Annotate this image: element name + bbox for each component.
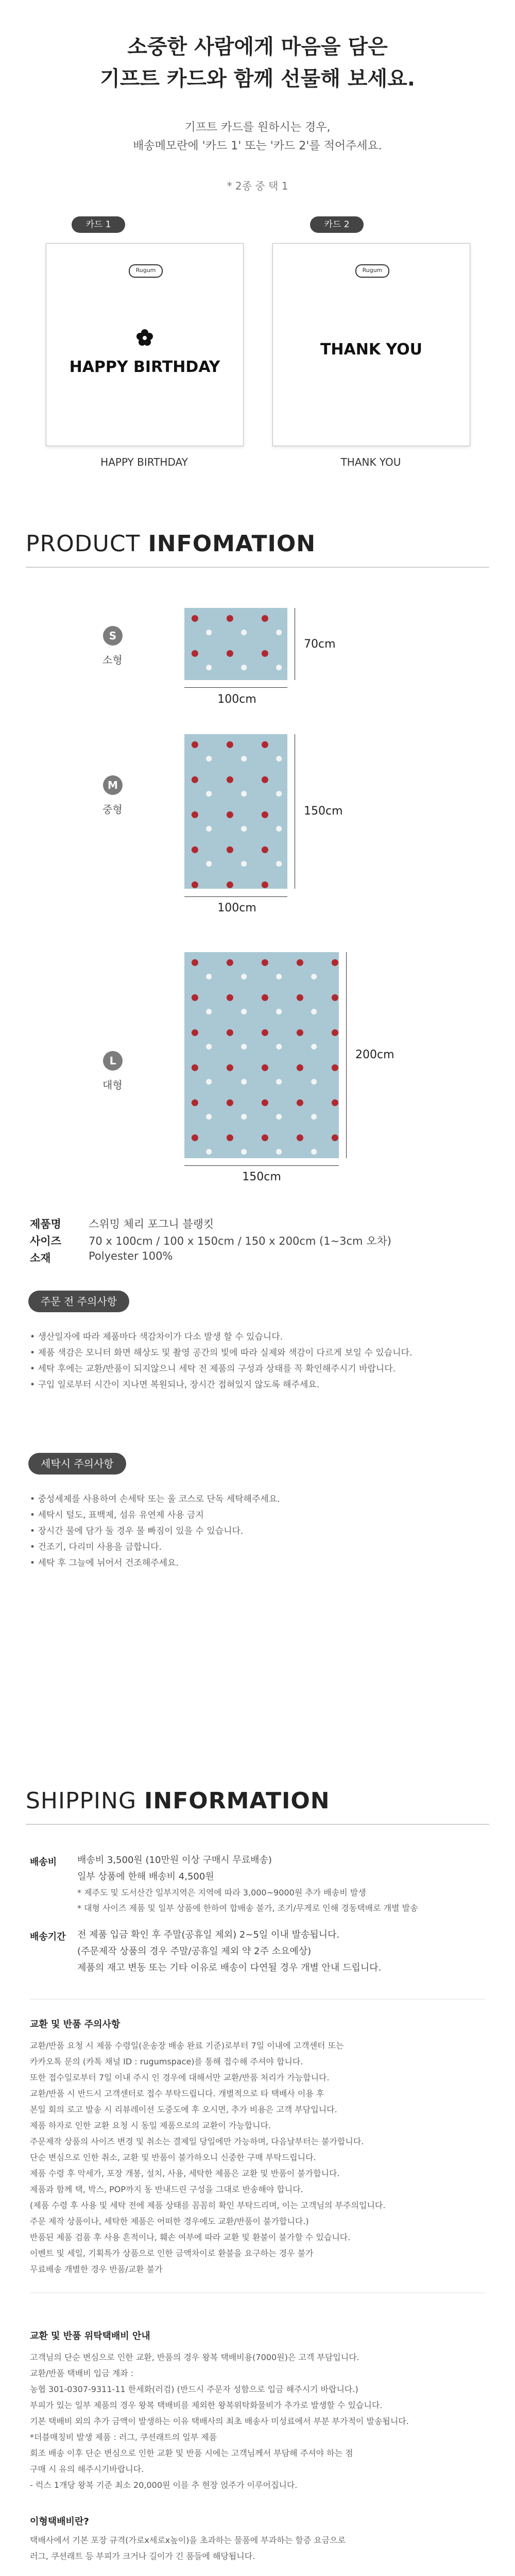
period-line: (주문제작 상품의 경우 주말/공휴일 제외 약 2주 소요예상) <box>77 1946 312 1957</box>
card-2-logo: Rugum <box>355 264 389 278</box>
list-item: *더블매칭비 발생 제품 : 러그, 쿠션래트의 일부 제품 <box>30 2432 217 2442</box>
list-item: 주문제작 상품의 사이즈 변경 및 취소는 결제일 당일에만 가능하며, 다음날부터는 불가합니다. <box>30 2137 364 2146</box>
fee-line: * 제주도 및 도서산간 일부지역은 지역에 따라 3,000~9000원 추가 배송비 발생 <box>77 1888 366 1897</box>
product-heading-light: PRODUCT <box>26 531 141 557</box>
product-info-heading <box>26 531 316 557</box>
width-line-l <box>184 1165 339 1166</box>
exchange-list <box>30 2038 385 2277</box>
spec-key-name: 제품명 <box>30 1218 61 1230</box>
list-item: 러그, 쿠션래트 등 부피가 크거나 길이가 긴 품들에 해당됩니다. <box>30 2551 255 2561</box>
spec-value-size: 70 x 100cm / 100 x 150cm / 150 x 200cm (1~3cm 오차) <box>89 1235 391 1247</box>
shipping-heading-bold: INFORMATION <box>144 1788 330 1814</box>
size-s-height: 70cm <box>304 638 336 651</box>
list-item: 교환/반품 택배비 입금 계좌 : <box>30 2368 134 2378</box>
list-item: 무료배송 개별한 경우 반품/교환 불가 <box>30 2264 163 2274</box>
size-l-width: 150cm <box>242 1171 281 1183</box>
list-item: 단순 변심으로 인한 취소, 교환 및 반품이 불가하오니 신중한 구매 부탁드립니다. <box>30 2153 316 2162</box>
fee-key: 배송비 <box>30 1857 57 1868</box>
fee-line: 배송비 3,500원 (10만원 이상 구매시 무료배송) <box>77 1855 272 1866</box>
card-1-caption: HAPPY BIRTHDAY <box>100 456 188 468</box>
list-item: 기본 택배비 외의 추가 금액이 발생하는 이유 택배사의 최초 배송사 미성료에서 부분 부가적이 발송됩니다. <box>30 2416 409 2426</box>
gift-subtext <box>0 118 515 156</box>
card-choice-note: * 2종 중 택 1 <box>227 180 288 192</box>
spec-key-size: 사이즈 <box>30 1235 61 1247</box>
spec-value-name: 스위밍 체리 포그니 블랭킷 <box>89 1218 214 1230</box>
wash-caution-list <box>30 1492 280 1571</box>
list-item: 주문 제작 상품이나, 세탁한 제품은 어떠한 경우에도 교환/반품이 불가합니다.) <box>30 2216 309 2226</box>
height-line-l <box>346 952 347 1158</box>
blanket-medium-image <box>184 734 287 889</box>
list-item: 고객님의 단순 변심으로 인한 교환, 반품의 경우 왕복 택배비용(7000원)은 고객 부담입니다. <box>30 2352 359 2362</box>
blanket-small-image <box>184 608 287 680</box>
period-line: 전 제품 입금 확인 후 주말(공휴일 제외) 2~5일 이내 발송됩니다. <box>77 1929 340 1940</box>
card-2-title: THANK YOU <box>320 341 423 359</box>
card-1-pill: 카드 1 <box>72 216 125 233</box>
list-item: • 중성세제를 사용하여 손세탁 또는 울 코스로 단독 세탁해주세요. <box>30 1492 280 1507</box>
shipping-info-heading <box>26 1788 330 1814</box>
period-key: 배송기간 <box>30 1931 66 1942</box>
list-item: 이벤트 및 세일, 기획특가 상품으로 인한 금액차이로 환불을 요구하는 경우 불가 <box>30 2248 314 2258</box>
cost-title: 교환 및 반품 위탁택배비 안내 <box>30 2331 150 2342</box>
size-m-icon: M <box>103 775 123 795</box>
fee-line: 일부 상품에 한해 배송비 4,500원 <box>77 1871 214 1882</box>
order-caution-list <box>30 1329 412 1393</box>
gift-sub-line-1: 기프트 카드를 원하시는 경우, <box>184 121 331 134</box>
gift-headline <box>0 31 515 95</box>
size-m-label: 중형 <box>102 803 123 816</box>
product-heading-bold: INFOMATION <box>148 531 316 557</box>
size-s-icon: S <box>103 626 123 646</box>
list-item: - 럭스 1개당 왕복 기준 최소 20,000원 이를 추 현장 얹주가 이루어집니다. <box>30 2480 298 2490</box>
size-s-label: 소형 <box>102 654 123 666</box>
list-item: 카카오톡 문의 (카톡 채널 ID : rugumspace)를 통해 접수해 주셔야 합니다. <box>30 2057 303 2066</box>
size-s-width: 100cm <box>217 693 256 706</box>
cost-list <box>30 2349 409 2493</box>
list-item: (제품 수령 후 사용 및 세탁 전에 제품 상태를 꼼꼼히 확인 부탁드리며, 이는 고객님의 부주의입니다. <box>30 2200 386 2210</box>
card-2-pill: 카드 2 <box>310 216 364 233</box>
blanket-large-image <box>184 952 339 1158</box>
size-l-height: 200cm <box>355 1048 394 1061</box>
shipping-heading-light: SHIPPING <box>26 1788 137 1814</box>
list-item: 제품 하자로 인한 교환 요청 시 동일 제품으로의 교환이 가능합니다. <box>30 2121 271 2130</box>
list-item: 부피가 있는 일부 제품의 경우 왕복 택배비를 제외한 왕복위탁화물비가 추가로 발생할 수 있습니다. <box>30 2400 383 2410</box>
wash-caution-tag: 세탁시 주의사항 <box>28 1453 126 1475</box>
size-l-icon: L <box>103 1051 123 1071</box>
list-item: 교환/반품 시 반드시 고객센터로 접수 부탁드립니다. 개별적으로 타 택배사 이용 후 <box>30 2089 324 2098</box>
list-item: • 세탁 후 그늘에 뉘어서 건조해주세요. <box>30 1555 280 1571</box>
oversize-title: 이형택배비란? <box>30 2516 89 2527</box>
list-item: 반품된 제품 검품 후 사용 흔적이나, 훼손 여부에 따라 교환 및 환불이 불가할 수 있습니다. <box>30 2232 351 2242</box>
list-item: • 생산일자에 따라 제품마다 색감차이가 다소 발생 할 수 있습니다. <box>30 1329 412 1345</box>
gift-headline-line-1: 소중한 사람에게 마음을 담은 <box>127 35 388 59</box>
width-line-s <box>184 687 287 688</box>
list-item: 본일 회의 로고 발송 시 리뷰레이션 도중도에 후 오시면, 추가 비용은 고객 부담입니다. <box>30 2105 337 2114</box>
card-1-logo: Rugum <box>129 264 163 278</box>
card-1-title: HAPPY BIRTHDAY <box>69 358 220 376</box>
gift-card-2[interactable] <box>272 243 470 446</box>
oversize-list <box>30 2532 346 2564</box>
size-m-width: 100cm <box>217 902 256 914</box>
list-item: 또한 접수일로부터 7일 이내 주시 인 경우에 대해서만 교환/반품 처리가 가능합니다. <box>30 2073 330 2082</box>
product-divider <box>26 567 489 568</box>
exchange-title: 교환 및 반품 주의사항 <box>30 2019 121 2030</box>
list-item: • 제품 색감은 모니터 화면 해상도 및 촬영 공간의 빛에 따라 실제와 색감이 다르게 보일 수 있습니다. <box>30 1345 412 1361</box>
card-2-caption: THANK YOU <box>340 456 401 468</box>
list-item: • 세탁 후에는 교환/반품이 되지않으니 세탁 전 제품의 구성과 상태를 꼭 확인해주시기 바랍니다. <box>30 1361 412 1377</box>
list-item: 회조 배송 이후 단순 변심으로 인한 교환 및 반품 시에는 고객님께서 부담해 주셔야 하는 점 <box>30 2448 353 2458</box>
list-item: • 세탁시 털도, 표백제, 섬유 유연제 사용 금지 <box>30 1507 280 1523</box>
list-item: • 구입 일로부터 시간이 지나면 복원되나, 장시간 접혀있지 않도록 해주세요. <box>30 1377 412 1393</box>
fee-line: * 대형 사이즈 제품 및 일부 상품에 한하여 합배송 불가, 조기/무게로 인해 경동택배로 개별 발송 <box>77 1903 418 1913</box>
period-block <box>77 1927 381 1976</box>
list-item: • 장시간 물에 담가 둘 경우 물 빠짐이 있을 수 있습니다. <box>30 1523 280 1539</box>
fee-block <box>77 1852 418 1916</box>
gift-sub-line-2: 배송메모란에 '카드 1' 또는 '카드 2'를 적어주세요. <box>133 140 382 152</box>
period-line: 제품의 재고 변동 또는 기타 이유로 배송이 다연될 경우 개별 안내 드립니다. <box>77 1962 382 1973</box>
spec-value-material: Polyester 100% <box>89 1250 173 1262</box>
size-m-height: 150cm <box>304 805 343 818</box>
list-item: • 건조기, 다리미 사용을 금합니다. <box>30 1539 280 1555</box>
width-line-m <box>184 896 287 897</box>
list-item: 교환/반품 요청 시 제품 수령일(운송장 배송 완료 기준)로부터 7일 이내에 고객센터 또는 <box>30 2041 344 2050</box>
list-item: 제품 수령 후 악세가, 포장 개봉, 설치, 사용, 세탁한 제품은 교환 및 반품이 불가합니다. <box>30 2168 340 2178</box>
list-item: 제품과 함께 택, 박스, POP까지 동 반내드린 구성을 그대로 반송해야 합니다. <box>30 2184 303 2194</box>
order-caution-tag: 주문 전 주의사항 <box>28 1291 129 1312</box>
shipping-divider <box>26 1824 489 1825</box>
gift-headline-line-2: 기프트 카드와 함께 선물해 보세요. <box>100 67 415 91</box>
list-item: 구매 시 유의 해주시기바랍니다. <box>30 2464 144 2474</box>
list-item: 농협 301-0307-9311-11 한세화(러검) (반드시 주문자 성함으로 입금 해주시기 바랍니다.) <box>30 2384 358 2394</box>
flower-icon <box>136 329 153 346</box>
spec-key-material: 소재 <box>30 1252 51 1264</box>
size-l-label: 대형 <box>102 1079 123 1091</box>
list-item: 택배사에서 기본 포장 규격(가로x세로x높이)을 초과하는 물품에 부과하는 할증 요금으로 <box>30 2535 346 2545</box>
gift-card-1[interactable] <box>46 243 244 446</box>
